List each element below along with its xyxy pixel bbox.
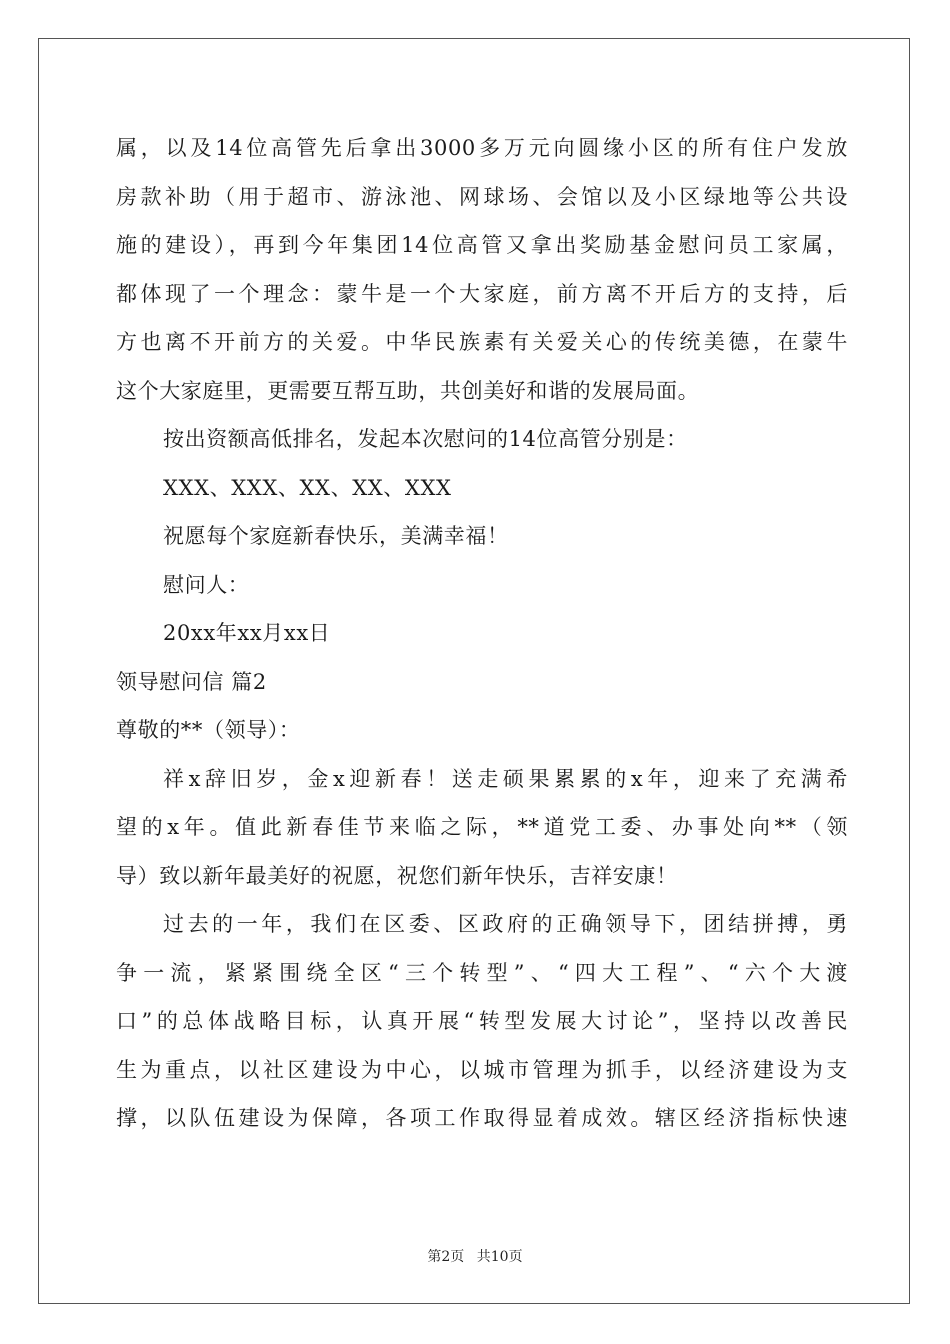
text-line: 都体现了一个理念：蒙牛是一个大家庭，前方离不开后方的支持，后	[116, 281, 848, 306]
text-line: 祥x辞旧岁，金x迎新春！送走硕果累累的x年，迎来了充满希	[163, 766, 848, 791]
text-line: 撑，以队伍建设为保障，各项工作取得显着成效。辖区经济指标快速	[116, 1106, 848, 1130]
text-line: 房款补助（用于超市、游泳池、网球场、会馆以及小区绿地等公共设	[116, 184, 848, 209]
text-line: 20xx年xx月xx日	[163, 621, 331, 645]
text-line: XXX、XXX、XX、XX、XXX	[163, 475, 452, 500]
page-footer	[0, 1246, 950, 1266]
page-number: 第2页	[427, 1249, 465, 1265]
text-line: 望的x年。值此新春佳节来临之际，**道党工委、办事处向**（领	[116, 815, 848, 839]
text-line: 施的建设），再到今年集团14位高管又拿出奖励基金慰问员工家属，	[116, 233, 848, 257]
page-total: 共10页	[476, 1249, 523, 1265]
text-line: 领导慰问信 篇2	[116, 669, 267, 694]
text-line: 争一流，紧紧围绕全区“三个转型”、“四大工程”、“六个大渡	[116, 960, 848, 985]
text-line: 属，以及14位高管先后拿出3000多万元向圆缘小区的所有住户发放	[116, 136, 848, 160]
text-line: 按出资额高低排名，发起本次慰问的14位高管分别是：	[163, 427, 688, 451]
text-line: 方也离不开前方的关爱。中华民族素有关爱关心的传统美德，在蒙牛	[116, 330, 848, 354]
text-line: 慰问人：	[163, 572, 250, 597]
text-line: 口”的总体战略目标，认真开展“转型发展大讨论”，坚持以改善民	[116, 1009, 848, 1033]
text-line: 生为重点，以社区建设为中心，以城市管理为抓手，以经济建设为支	[116, 1057, 848, 1082]
text-line: 这个大家庭里，更需要互帮互助，共创美好和谐的发展局面。	[116, 378, 700, 403]
text-line: 祝愿每个家庭新春快乐，美满幸福！	[163, 524, 509, 548]
text-line: 导）致以新年最美好的祝愿，祝您们新年快乐，吉祥安康！	[116, 863, 678, 888]
document-body	[116, 124, 848, 1143]
text-line: 尊敬的**（领导）：	[116, 718, 301, 742]
text-line: 过去的一年，我们在区委、区政府的正确领导下，团结拼搏，勇	[163, 912, 848, 936]
